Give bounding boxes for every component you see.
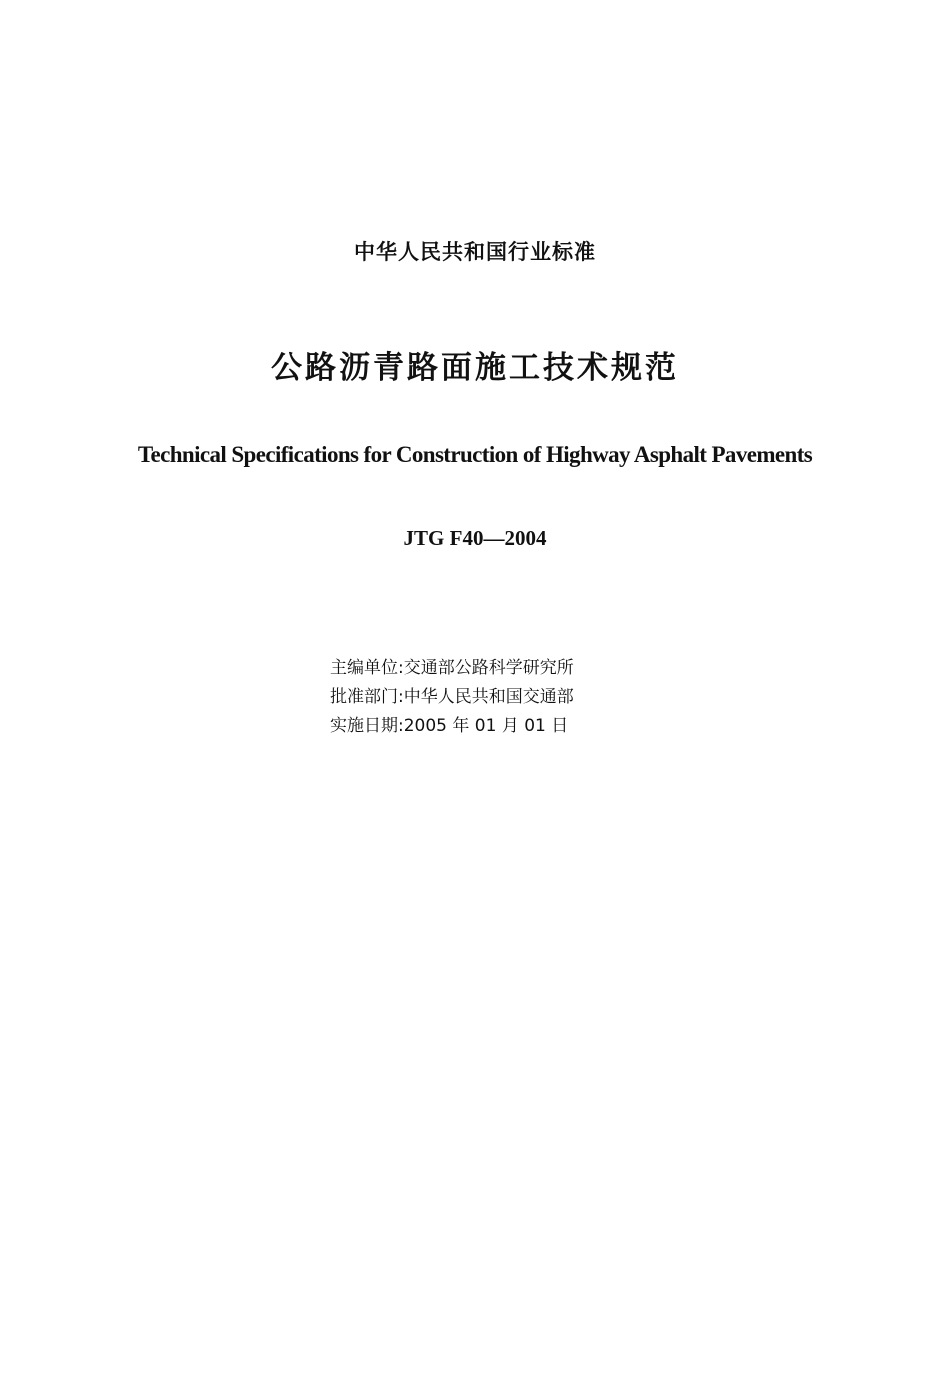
- publication-info: [330, 654, 574, 741]
- standard-category: 中华人民共和国行业标准: [354, 240, 596, 264]
- approval-department: 批准部门:中华人民共和国交通部: [330, 687, 574, 707]
- editor-unit: 主编单位:交通部公路科学研究所: [330, 658, 574, 678]
- title-chinese: 公路沥青路面施工技术规范: [271, 350, 679, 386]
- effective-date: 实施日期:2005 年 01 月 01 日: [330, 716, 569, 736]
- title-english: Technical Specifications for Construction of Highway Asphalt Pavements: [137, 442, 813, 467]
- standard-code: JTG F40—2004: [403, 526, 547, 550]
